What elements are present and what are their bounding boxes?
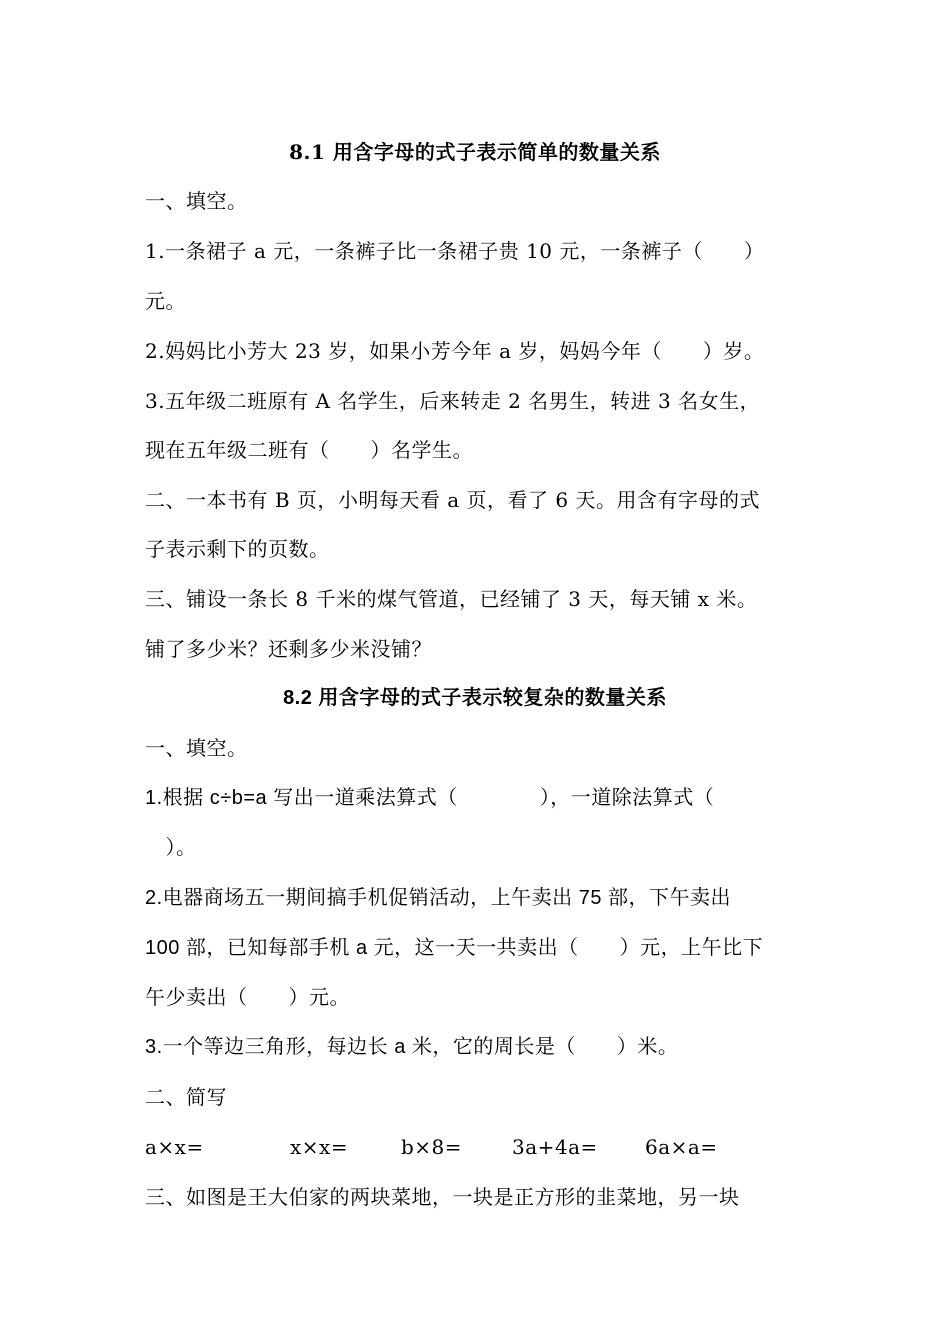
- section1-q3-line2: 现在五年级二班有（ ）名学生。: [145, 438, 473, 462]
- section1-q1-line1: [145, 237, 810, 265]
- section1-title: 8.1 用含字母的式子表示简单的数量关系: [289, 140, 661, 164]
- section1-part3-line1: 三、铺设一条长 8 千米的煤气管道，已经铺了 3 天，每天铺 x 米。: [145, 587, 758, 611]
- section2-part2-heading: 二、简写: [145, 1085, 227, 1109]
- section2-part3-line1: 三、如图是王大伯家的两块菜地，一块是正方形的韭菜地，另一块: [145, 1185, 740, 1209]
- section1-part2-line1: 二、一本书有 B 页，小明每天看 a 页，看了 6 天。用含有字母的式: [145, 488, 760, 512]
- section2-expressions-row: [145, 1133, 810, 1161]
- expression-item: x×x=: [290, 1135, 349, 1159]
- expression-item: 6a×a=: [645, 1135, 718, 1159]
- section1-part3-line2: 铺了多少米？还剩多少米没铺？: [145, 637, 432, 661]
- section1-q3-line1: 3.五年级二班原有 A 名学生，后来转走 2 名男生，转进 3 名女生，: [145, 389, 761, 413]
- expression-item: 3a+4a=: [512, 1135, 598, 1159]
- section2-q3: 3.一个等边三角形，每边长 a 米，它的周长是（ ）米。: [145, 1036, 679, 1058]
- expression-item: b×8=: [401, 1135, 463, 1159]
- section1-q1-line2: 元。: [145, 289, 186, 313]
- section1-q2: 2.妈妈比小芳大 23 岁，如果小芳今年 a 岁，妈妈今年（ ）岁。: [145, 339, 765, 363]
- section2-q2-line2: 100 部，已知每部手机 a 元，这一天一共卖出（ ）元，上午比下: [145, 937, 764, 959]
- section1-part2-line2: 子表示剩下的页数。: [145, 537, 330, 561]
- section2-title: 8.2 用含字母的式子表示较复杂的数量关系: [283, 687, 667, 709]
- section2-q2-line3: 午少卖出（ ）元。: [145, 987, 350, 1009]
- section1-part1-heading: 一、填空。: [145, 189, 248, 213]
- section2-q1-line1: 1.根据 c÷b=a 写出一道乘法算式（ ），一道除法算式（: [145, 787, 715, 809]
- section2-part1-heading: 一、填空。: [145, 736, 248, 760]
- section2-q1-line2: ）。: [145, 837, 197, 859]
- expression-item: a×x=: [145, 1135, 204, 1159]
- section2-q2-line1: 2.电器商场五一期间搞手机促销活动，上午卖出 75 部，下午卖出: [145, 887, 732, 909]
- section1-q1-text: 1.一条裙子 a 元，一条裤子比一条裙子贵 10 元，一条裤子（ ）: [145, 239, 765, 263]
